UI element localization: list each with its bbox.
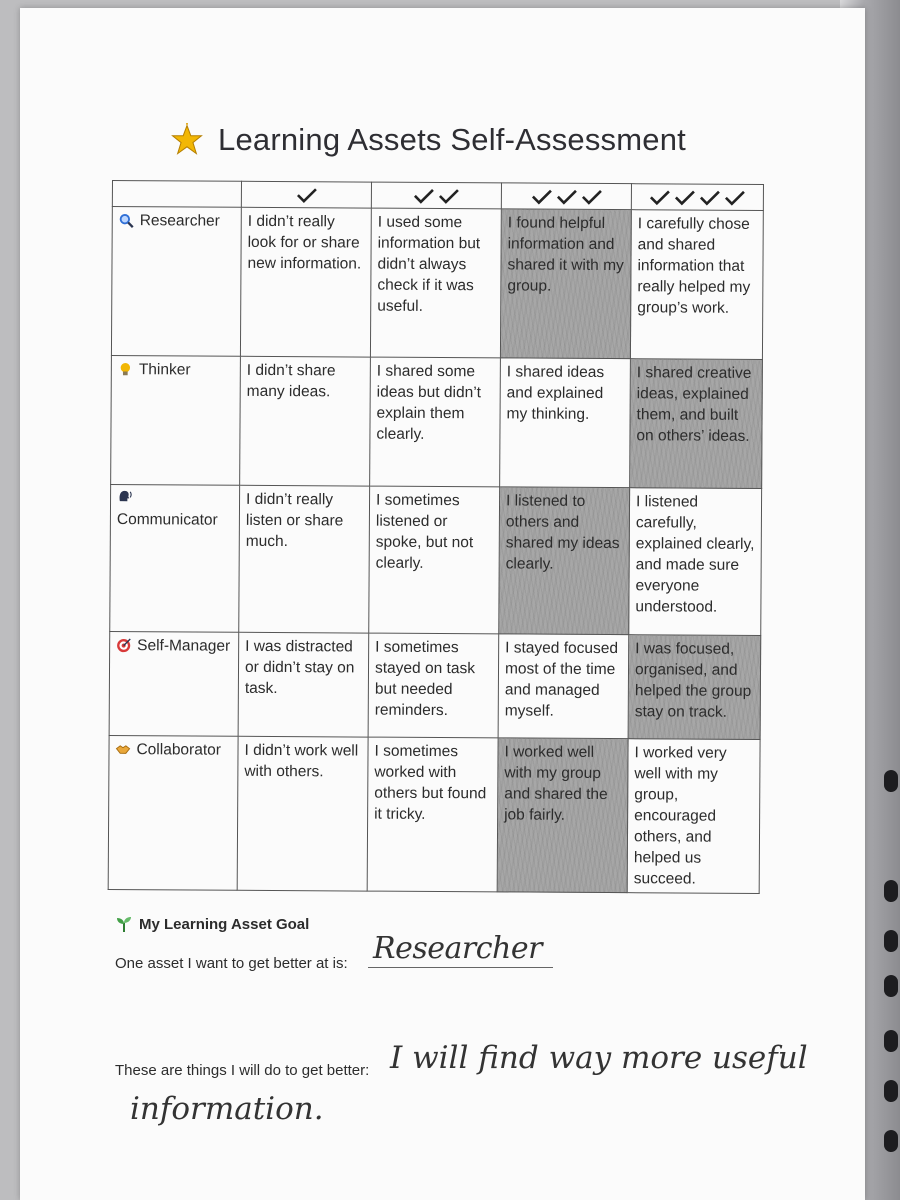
rubric-row-thinker [111, 355, 763, 488]
asset-label: Researcher [139, 212, 220, 230]
check-icon [554, 187, 578, 205]
rubric-cell-shaded: I found helpful information and shared it with my group. [500, 209, 631, 359]
handshake-icon [115, 742, 130, 757]
asset-label: Communicator [116, 511, 218, 529]
rubric-cell: I didn’t work well with others. [237, 736, 368, 891]
rubric-cell: I shared some ideas but didn’t explain them clearly. [370, 357, 501, 487]
handwritten-asset-answer: Researcher [373, 931, 542, 966]
rubric-cell-shaded: I was focused, organised, and helped the group stay on track. [628, 635, 761, 740]
binder-ring [884, 1080, 898, 1102]
rubric-cell: I worked very well with my group, encouraged others, and helped us succeed. [627, 739, 760, 894]
rubric-cell: I carefully chose and shared information that really helped my group’s work. [630, 210, 763, 360]
asset-label-cell [109, 631, 239, 736]
rubric-row-communicator [110, 484, 762, 635]
check-icon [437, 186, 461, 204]
rubric-row-collaborator [108, 735, 760, 893]
rubric-header-row [112, 181, 763, 211]
rubric-cell-shaded: I shared creative ideas, explained them, and built on others’ ideas. [630, 359, 763, 489]
seedling-icon [115, 915, 133, 933]
rubric-cell: I shared ideas and explained my thinking. [500, 358, 631, 488]
asset-label-cell [111, 207, 241, 357]
check-icon [698, 188, 722, 206]
rubric-row-researcher [111, 207, 763, 360]
check-icon [673, 188, 697, 206]
check-icon [579, 187, 603, 205]
actions-prompt: These are things I will do to get better: [115, 1062, 370, 1079]
self-assessment-rubric [108, 180, 764, 894]
handwritten-actions-line2: information. [130, 1091, 324, 1127]
star-icon [170, 123, 204, 157]
asset-label: Self-Manager [137, 637, 231, 655]
header-corner-cell [112, 181, 241, 208]
binder-ring [884, 770, 898, 792]
header-level-3 [501, 183, 631, 210]
target-icon [116, 638, 131, 653]
rubric-cell: I was distracted or didn’t stay on task. [238, 632, 369, 737]
binder-ring [884, 975, 898, 997]
asset-label-cell [110, 484, 240, 632]
binder-ring [884, 1030, 898, 1052]
rubric-cell-shaded: I listened to others and shared my ideas clearly. [499, 487, 630, 635]
speaking-head-icon [117, 488, 132, 503]
asset-label-cell [108, 735, 238, 890]
asset-label: Collaborator [136, 741, 222, 759]
answer-underline [368, 967, 553, 968]
header-level-4 [631, 184, 763, 211]
page-title [170, 118, 770, 162]
check-icon [294, 186, 318, 204]
rubric-cell: I sometimes worked with others but found it tricky. [367, 737, 498, 892]
check-icon [529, 187, 553, 205]
rubric-cell: I sometimes listened or spoke, but not clearly. [369, 486, 500, 634]
binder-ring [884, 1130, 898, 1152]
speaking-head-icon-wrap [117, 488, 233, 510]
handwritten-actions-line1: I will find way more useful [390, 1040, 808, 1076]
rubric-cell: I didn’t really listen or share much. [239, 485, 370, 633]
binder-ring [884, 880, 898, 902]
header-level-2 [371, 182, 501, 209]
title-text: Learning Assets Self-Assessment [218, 122, 686, 157]
rubric-cell: I didn’t really look for or share new information. [240, 207, 371, 357]
magnifying-glass-icon [119, 213, 134, 228]
asset-prompt: One asset I want to get better at is: [115, 955, 348, 972]
check-icon [648, 188, 672, 206]
header-level-1 [241, 181, 371, 208]
check-icon [412, 186, 436, 204]
asset-label: Thinker [138, 361, 191, 379]
rubric-cell-shaded: I worked well with my group and shared the job fairly. [497, 738, 628, 893]
learning-asset-goal-section [115, 915, 815, 1127]
rubric-cell: I sometimes stayed on task but needed reminders. [368, 633, 499, 738]
check-icon [723, 188, 747, 206]
asset-label-cell [111, 355, 241, 485]
rubric-row-self-manager [109, 631, 761, 739]
goal-heading-text: My Learning Asset Goal [139, 915, 310, 933]
lightbulb-icon [118, 362, 133, 377]
rubric-cell: I stayed focused most of the time and managed myself. [498, 634, 629, 739]
rubric-cell: I listened carefully, explained clearly, and made sure everyone understood. [629, 488, 762, 636]
rubric-cell: I didn’t share many ideas. [240, 356, 371, 486]
rubric-cell: I used some information but didn’t always check if it was useful. [370, 208, 501, 358]
binder-ring [884, 930, 898, 952]
